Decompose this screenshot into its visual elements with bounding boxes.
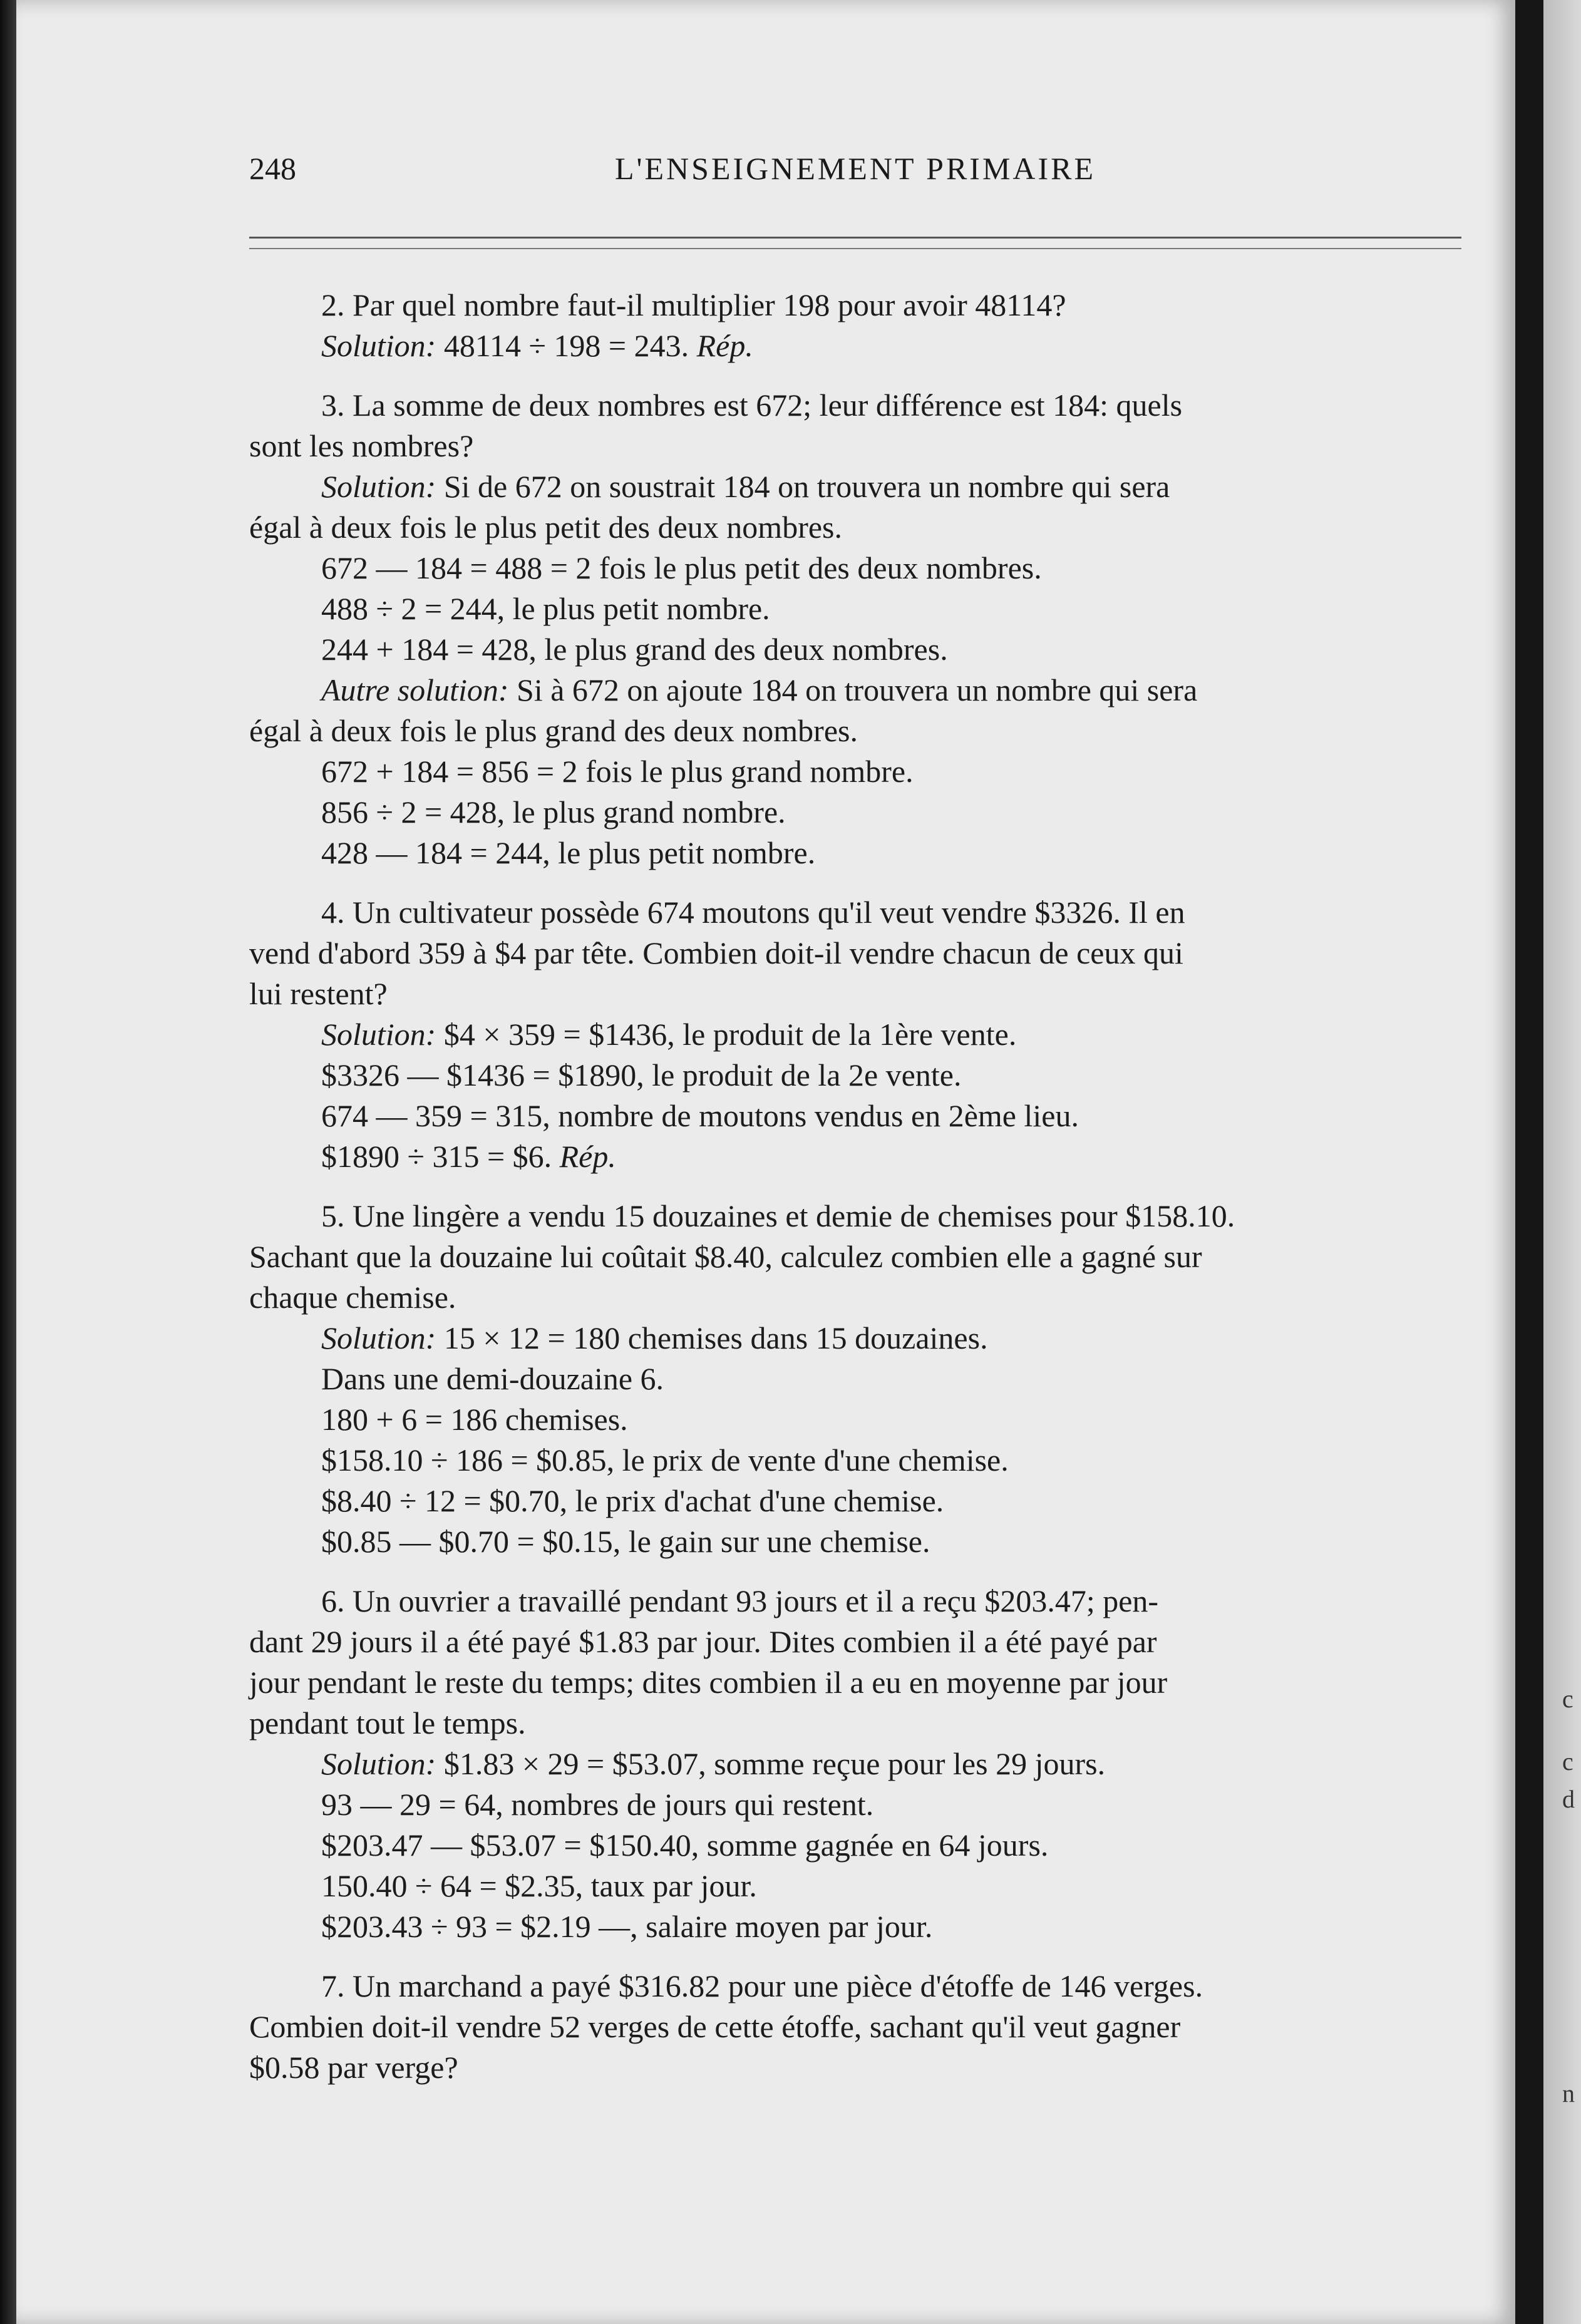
- problem-statement-line: vend d'abord 359 à $4 par tête. Combien doit-il vendre chacun de ceux qui: [249, 935, 1183, 970]
- problem-3: [249, 385, 1461, 873]
- solution-text: Si de 672 on soustrait 184 on trouvera un nombre qui sera: [436, 469, 1170, 504]
- solution-text: $4 × 359 = $1436, le produit de la 1ère vente.: [436, 1017, 1017, 1052]
- adjacent-page-edge: c c d n: [1543, 0, 1581, 2324]
- alt-solution-text-cont: égal à deux fois le plus grand des deux nombres.: [249, 713, 858, 748]
- solution-label: Solution:: [321, 1320, 436, 1355]
- page-number: 248: [249, 151, 296, 186]
- solution-step: 150.40 ÷ 64 = $2.35, taux par jour.: [321, 1868, 757, 1903]
- solution-step: 674 — 359 = 315, nombre de moutons vendus en 2ème lieu.: [321, 1098, 1079, 1133]
- header-rule-secondary: [249, 248, 1461, 249]
- solution-step: 244 + 184 = 428, le plus grand des deux nombres.: [321, 632, 948, 667]
- rep-label: Rép.: [696, 328, 753, 363]
- page-header: [249, 150, 1461, 194]
- solution-step: $158.10 ÷ 186 = $0.85, le prix de vente d'une chemise.: [321, 1442, 1009, 1478]
- solution-step: $203.47 — $53.07 = $150.40, somme gagnée en 64 jours.: [321, 1828, 1049, 1863]
- solution-step: 672 + 184 = 856 = 2 fois le plus grand nombre.: [321, 754, 914, 789]
- solution-step: $0.85 — $0.70 = $0.15, le gain sur une chemise.: [321, 1524, 930, 1559]
- solution-label: Solution:: [321, 1746, 436, 1781]
- solution-step: $203.43 ÷ 93 = $2.19 —, salaire moyen par jour.: [321, 1909, 933, 1944]
- solution-label: Solution:: [321, 1017, 436, 1052]
- page-content: [249, 285, 1461, 2107]
- alt-solution-line: [249, 670, 1461, 711]
- header-rule: [249, 237, 1461, 239]
- problem-statement-line: 7. Un marchand a payé $316.82 pour une pièce d'étoffe de 146 verges.: [321, 1968, 1203, 2003]
- alt-solution-text: Si à 672 on ajoute 184 on trouvera un nombre qui sera: [508, 672, 1198, 707]
- solution-line: [249, 1014, 1461, 1055]
- problem-statement-line: Sachant que la douzaine lui coûtait $8.40, calculez combien elle a gagné sur: [249, 1239, 1202, 1274]
- solution-label: Solution:: [321, 328, 436, 363]
- solution-line: [249, 466, 1461, 507]
- solution-line: [249, 1744, 1461, 1784]
- solution-step: 93 — 29 = 64, nombres de jours qui restent.: [321, 1787, 874, 1822]
- solution-step-final: [249, 1136, 1461, 1177]
- problem-statement-line: chaque chemise.: [249, 1280, 456, 1315]
- solution-text: 48114 ÷ 198 = 243.: [436, 328, 689, 363]
- problem-7: [249, 1966, 1461, 2088]
- solution-label: Solution:: [321, 469, 436, 504]
- problem-statement-line: sont les nombres?: [249, 428, 474, 463]
- solution-step: Dans une demi-douzaine 6.: [321, 1361, 664, 1396]
- problem-statement-line: lui restent?: [249, 976, 388, 1011]
- problem-statement-line: dant 29 jours il a été payé $1.83 par jour. Dites combien il a été payé par: [249, 1624, 1157, 1659]
- problem-statement-line: 3. La somme de deux nombres est 672; leur différence est 184: quels: [321, 388, 1183, 423]
- problem-statement-line: 4. Un cultivateur possède 674 moutons qu'il veut vendre $3326. Il en: [321, 895, 1185, 930]
- problem-2: [249, 285, 1461, 366]
- running-title: L'ENSEIGNEMENT PRIMAIRE: [614, 151, 1096, 186]
- solution-step: 488 ÷ 2 = 244, le plus petit nombre.: [321, 591, 770, 626]
- problem-statement-line: $0.58 par verge?: [249, 2050, 458, 2085]
- solution-step: 180 + 6 = 186 chemises.: [321, 1402, 628, 1437]
- rep-label: Rép.: [559, 1139, 616, 1174]
- solution-line: [249, 326, 1461, 366]
- problem-statement-line: pendant tout le temps.: [249, 1705, 526, 1740]
- solution-text: $1.83 × 29 = $53.07, somme reçue pour les 29 jours.: [436, 1746, 1106, 1781]
- solution-text: 15 × 12 = 180 chemises dans 15 douzaines.: [436, 1320, 988, 1355]
- solution-step: $3326 — $1436 = $1890, le produit de la 2e vente.: [321, 1057, 962, 1093]
- problem-statement-line: jour pendant le reste du temps; dites combien il a eu en moyenne par jour: [249, 1665, 1168, 1700]
- scan-left-edge: [0, 0, 16, 2324]
- final-step-text: $1890 ÷ 315 = $6.: [321, 1139, 552, 1174]
- problem-6: [249, 1581, 1461, 1947]
- problem-statement-line: 6. Un ouvrier a travaillé pendant 93 jours et il a reçu $203.47; pen-: [321, 1583, 1159, 1618]
- solution-step: $8.40 ÷ 12 = $0.70, le prix d'achat d'une chemise.: [321, 1483, 944, 1518]
- solution-step: 856 ÷ 2 = 428, le plus grand nombre.: [321, 794, 786, 830]
- problem-statement-line: 5. Une lingère a vendu 15 douzaines et demie de chemises pour $158.10.: [321, 1198, 1235, 1233]
- solution-line: [249, 1318, 1461, 1359]
- problem-4: [249, 892, 1461, 1177]
- book-gutter: [1515, 0, 1543, 2324]
- problem-statement-line: Combien doit-il vendre 52 verges de cette étoffe, sachant qu'il veut gagner: [249, 2009, 1181, 2044]
- solution-step: 428 — 184 = 244, le plus petit nombre.: [321, 835, 816, 870]
- problem-5: [249, 1196, 1461, 1562]
- solution-text-cont: égal à deux fois le plus petit des deux nombres.: [249, 510, 842, 545]
- alt-solution-label: Autre solution:: [321, 672, 509, 707]
- problem-statement: 2. Par quel nombre faut-il multiplier 198 pour avoir 48114?: [321, 287, 1066, 322]
- solution-step: 672 — 184 = 488 = 2 fois le plus petit des deux nombres.: [321, 550, 1042, 585]
